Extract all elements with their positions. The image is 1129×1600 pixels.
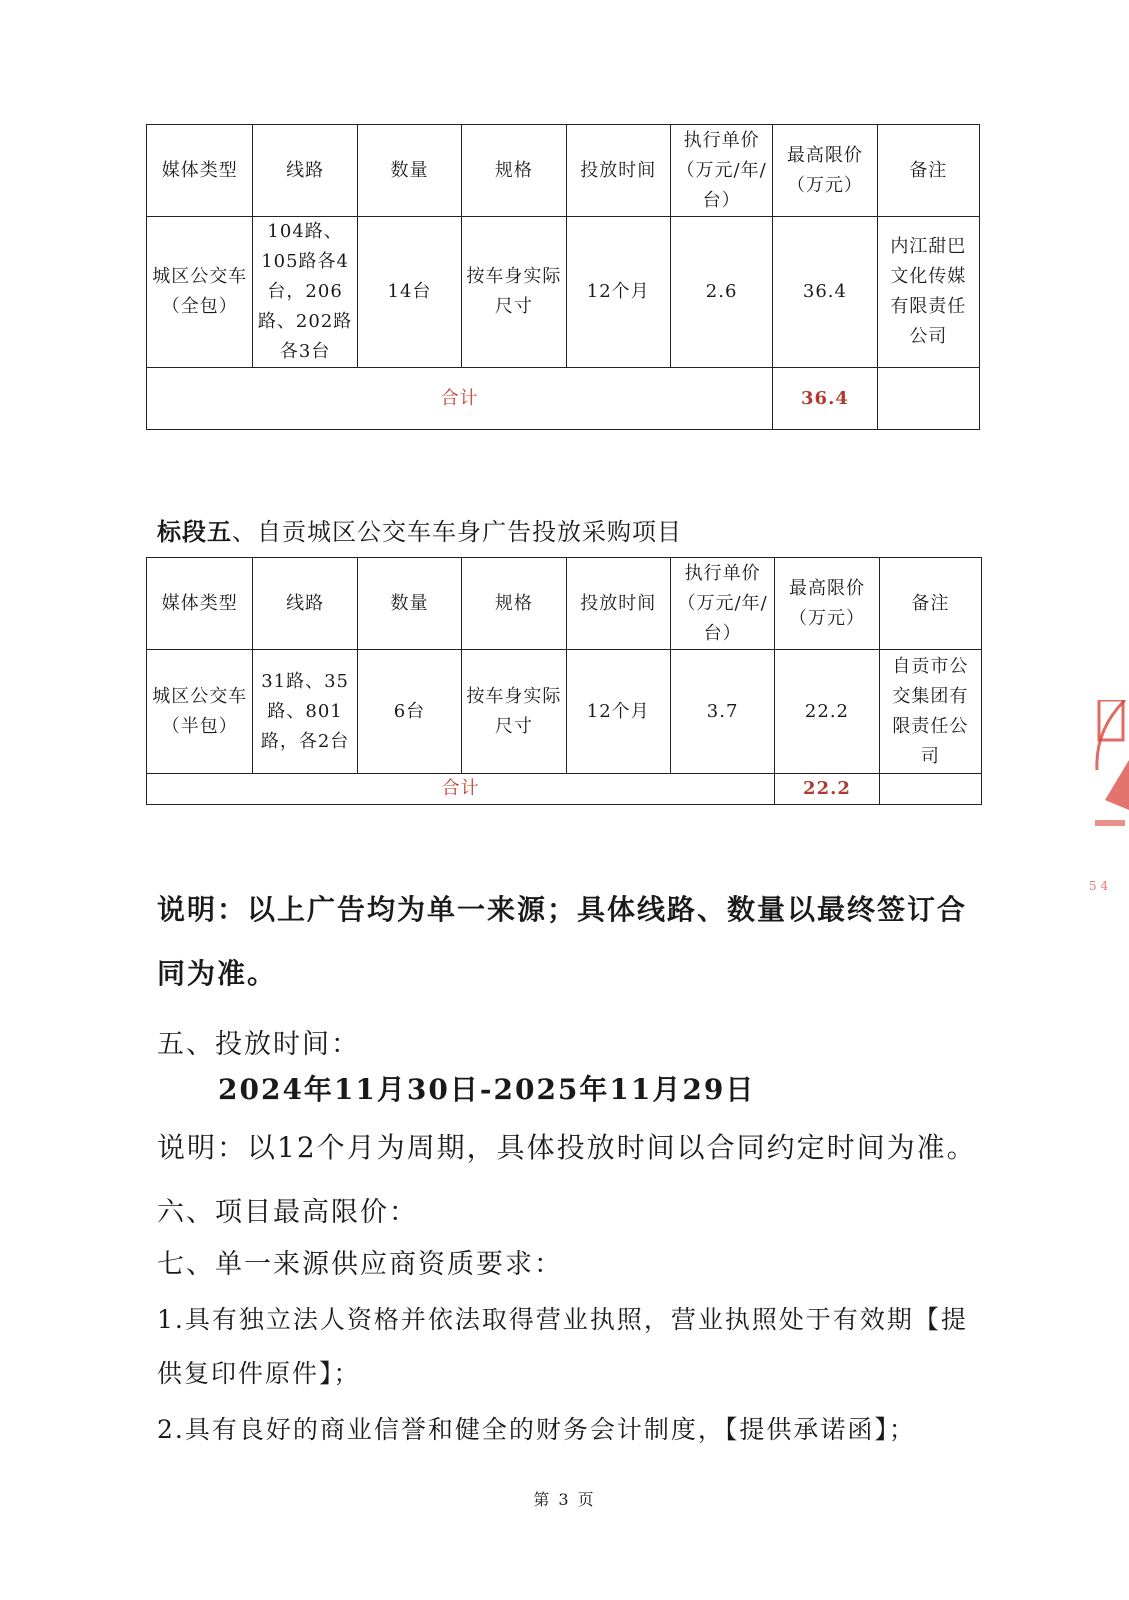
header-cell: 数量 [357, 558, 461, 650]
note-cell: 内江甜巴文化传媒有限责任公司 [877, 217, 979, 368]
section-title [157, 512, 682, 547]
spec-cell: 按车身实际尺寸 [462, 650, 566, 774]
bid-table-1 [146, 124, 980, 430]
total-value: 22.2 [775, 774, 879, 805]
media-type-cell: 城区公交车（半包） [147, 650, 253, 774]
empty-cell [877, 368, 979, 430]
header-cell: 媒体类型 [147, 125, 253, 217]
note-paragraph-2: 说明：以12个月为周期，具体投放时间以合同约定时间为准。 [157, 1131, 977, 1164]
section-title-rest: 、自贡城区公交车车身广告投放采购项目 [232, 518, 682, 546]
table-header-row [147, 125, 980, 217]
total-row [147, 368, 980, 430]
header-cell: 数量 [357, 125, 461, 217]
note-paragraph: 说明：以上广告均为单一来源；具体线路、数量以最终签订合同为准。 [157, 893, 968, 990]
svg-text:5 4: 5 4 [1089, 879, 1109, 893]
total-value: 36.4 [773, 368, 877, 430]
time-cell: 12个月 [566, 217, 670, 368]
total-row [147, 774, 982, 805]
max-price-cell: 36.4 [773, 217, 877, 368]
note-cell: 自贡市公交集团有限责任公司 [879, 650, 981, 774]
header-cell: 线路 [253, 125, 357, 217]
table-header-row [147, 558, 982, 650]
heading-section-5: 五、投放时间： [157, 1029, 360, 1060]
quantity-cell: 14台 [357, 217, 461, 368]
date-range: 2024年11月30日-2025年11月29日 [218, 1073, 756, 1106]
table-row [147, 217, 980, 368]
table-row [147, 650, 982, 774]
total-label: 合计 [147, 368, 773, 430]
requirement-2: 2.具有良好的商业信誉和健全的财务会计制度，【提供承诺函】； [157, 1415, 916, 1444]
heading-section-7: 七、单一来源供应商资质要求： [157, 1249, 563, 1280]
route-cell: 104路、105路各4台，206路、202路各3台 [253, 217, 357, 368]
unit-price-cell: 2.6 [670, 217, 772, 368]
header-cell: 投放时间 [566, 125, 670, 217]
header-cell: 规格 [462, 558, 566, 650]
header-cell: 投放时间 [566, 558, 670, 650]
header-cell: 线路 [253, 558, 357, 650]
unit-price-cell: 3.7 [670, 650, 774, 774]
max-price-cell: 22.2 [775, 650, 879, 774]
heading-section-6: 六、项目最高限价： [157, 1197, 418, 1228]
page-number: 第 3 页 [533, 1490, 596, 1509]
empty-cell [879, 774, 981, 805]
header-cell: 备注 [879, 558, 981, 650]
header-cell: 备注 [877, 125, 979, 217]
quantity-cell: 6台 [357, 650, 461, 774]
header-cell: 执行单价（万元/年/台） [670, 125, 772, 217]
header-cell: 执行单价（万元/年/台） [670, 558, 774, 650]
header-cell: 媒体类型 [147, 558, 253, 650]
header-cell: 最高限价（万元） [773, 125, 877, 217]
route-cell: 31路、35路、801路，各2台 [253, 650, 357, 774]
section-title-bold: 标段五 [157, 517, 232, 546]
time-cell: 12个月 [566, 650, 670, 774]
spec-cell: 按车身实际尺寸 [462, 217, 566, 368]
bid-table-2 [146, 557, 982, 805]
header-cell: 规格 [462, 125, 566, 217]
requirement-1: 1.具有独立法人资格并依法取得营业执照，营业执照处于有效期【提供复印件原件】； [157, 1305, 968, 1388]
seal-stamp-icon [1085, 700, 1129, 920]
total-label: 合计 [147, 774, 775, 805]
header-cell: 最高限价（万元） [775, 558, 879, 650]
media-type-cell: 城区公交车（全包） [147, 217, 253, 368]
